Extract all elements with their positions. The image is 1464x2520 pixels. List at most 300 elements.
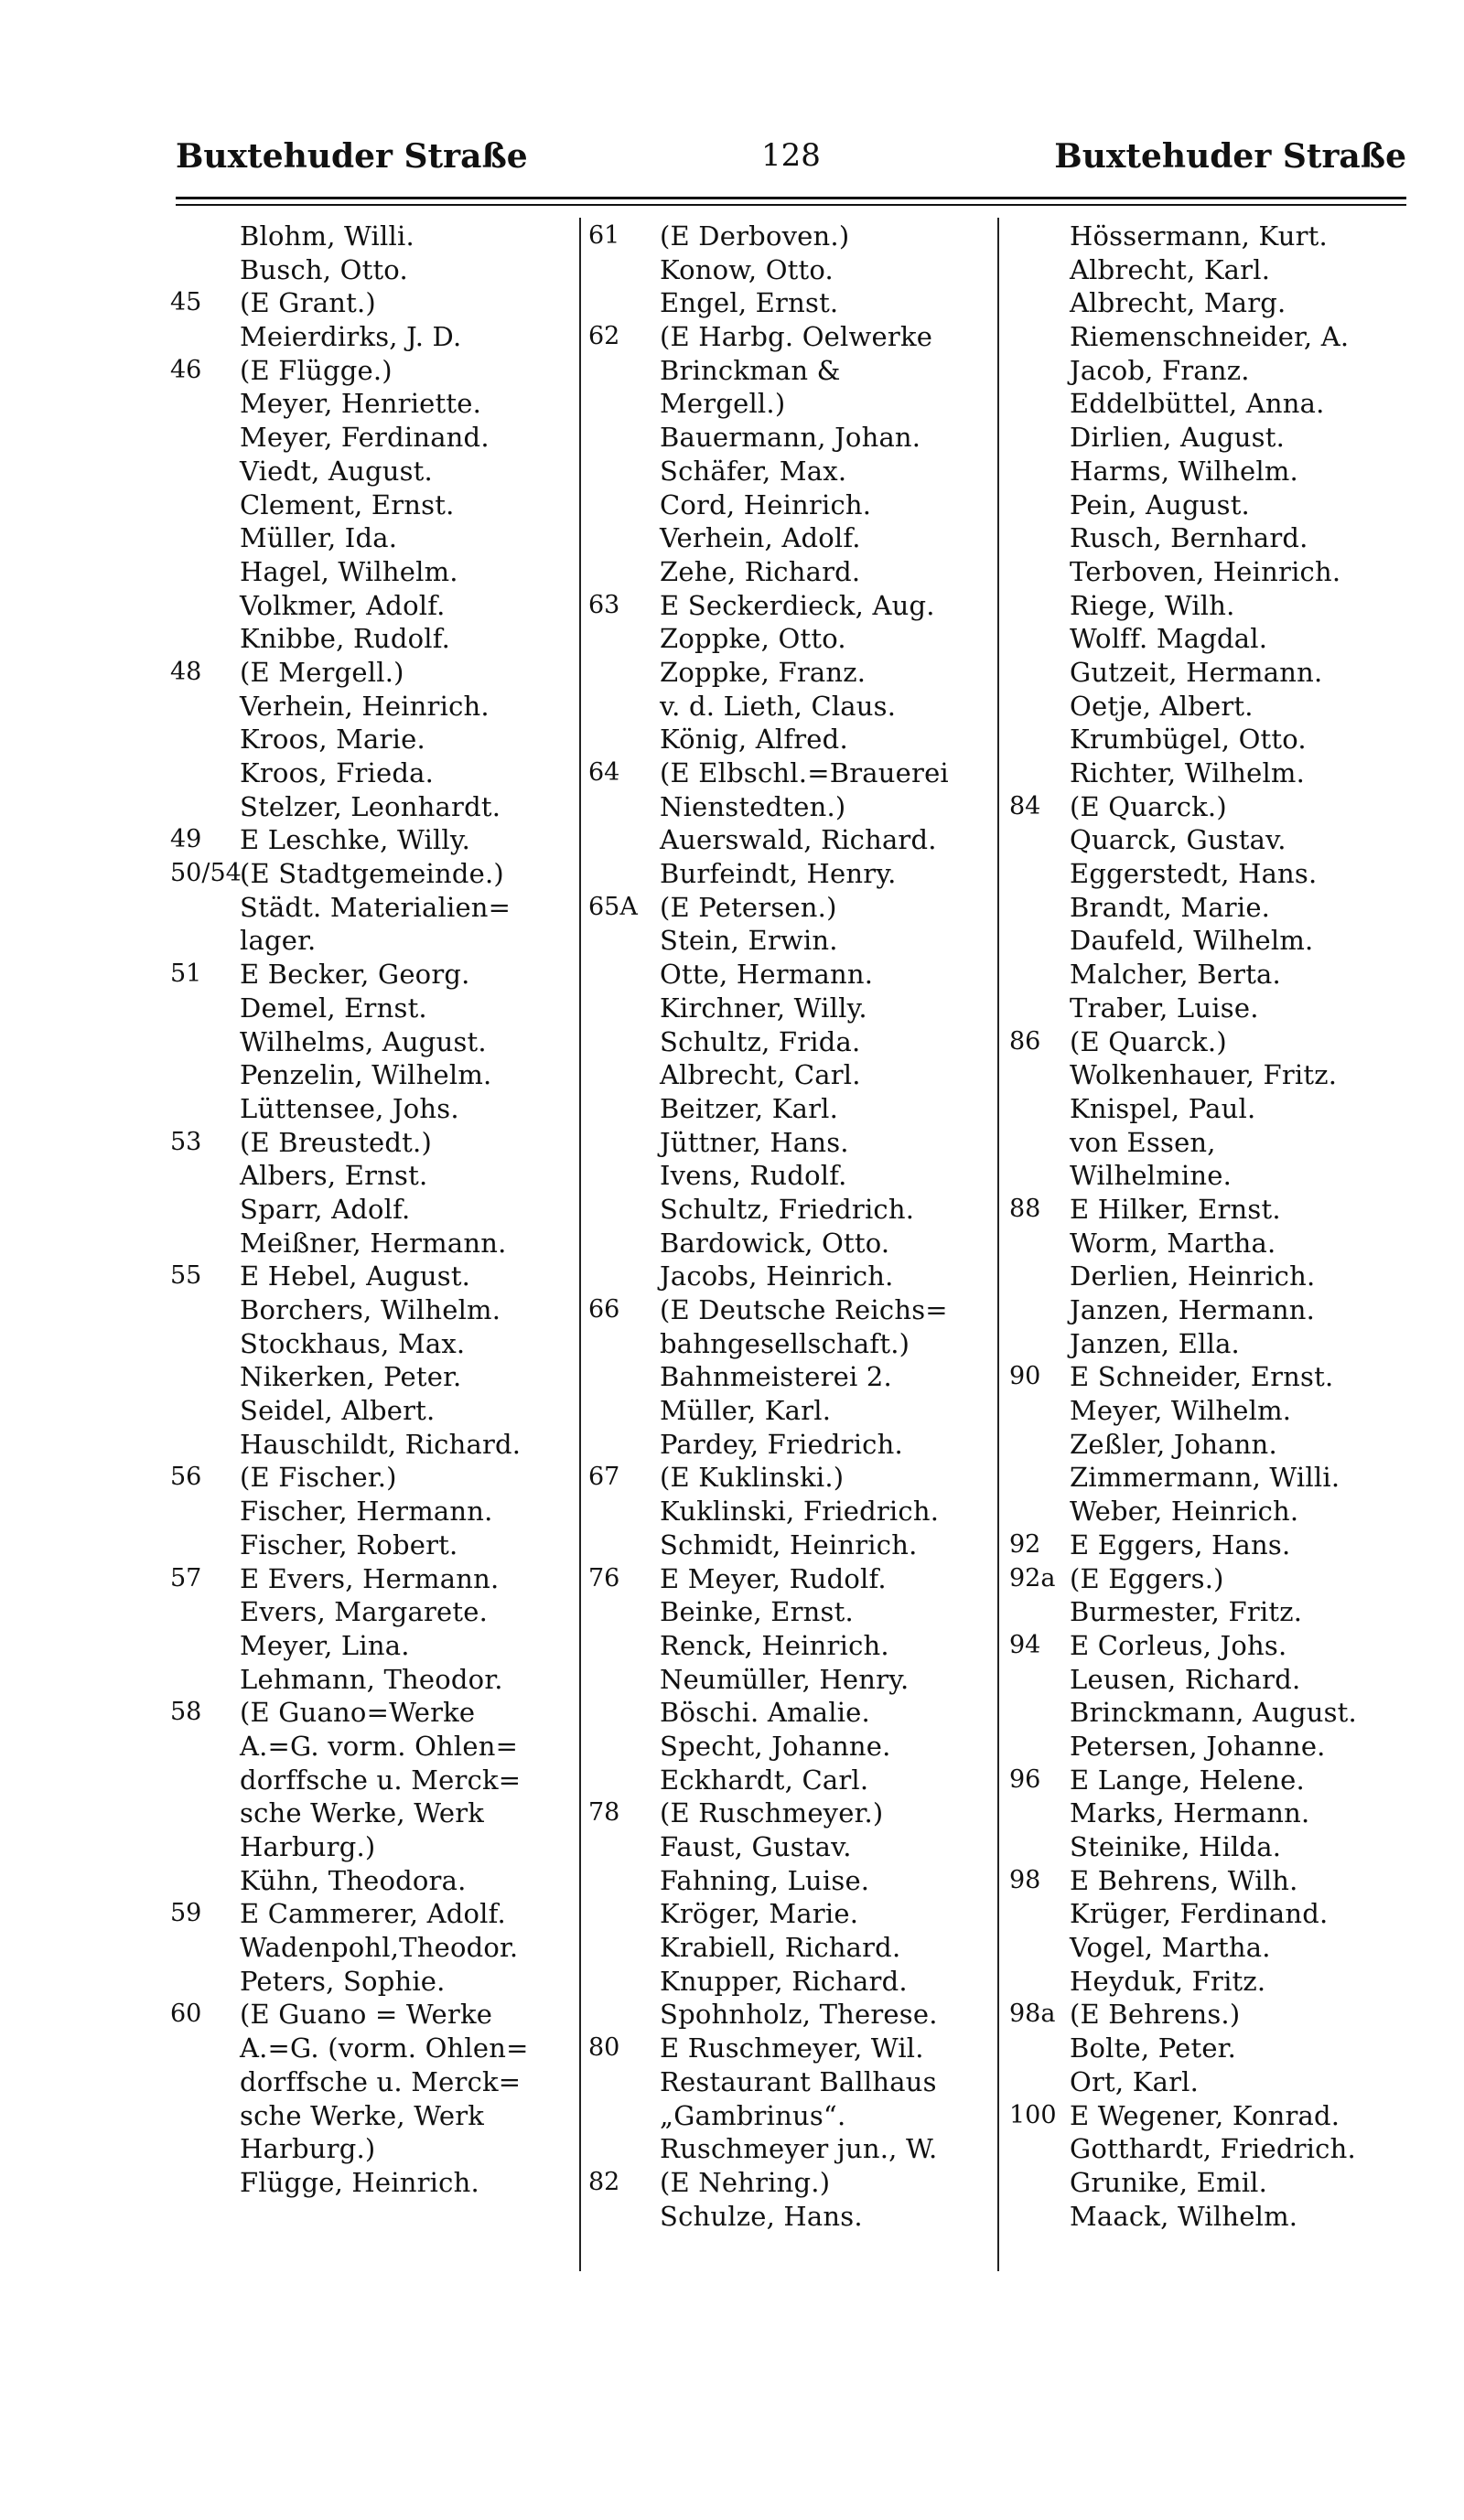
resident-name: E Ruschmeyer, Wil. [660, 2032, 924, 2064]
resident-name: Lüttensee, Johs. [240, 1092, 459, 1124]
directory-entry [588, 1394, 1000, 1428]
resident-name: Specht, Johanne. [660, 1730, 891, 1762]
resident-name: Kuklinski, Friedrich. [660, 1496, 940, 1528]
directory-entry [588, 1025, 1000, 1059]
resident-name: Wolff. Magdal. [1070, 623, 1268, 655]
directory-entry [588, 1629, 1000, 1663]
directory-entry [588, 589, 1000, 623]
resident-name: Brandt, Marie. [1070, 891, 1271, 923]
directory-entry [588, 1595, 1000, 1629]
directory-entry [588, 1058, 1000, 1092]
resident-name: Penzelin, Wilhelm. [240, 1059, 492, 1091]
resident-name: Ort, Karl. [1070, 2065, 1200, 2097]
directory-entry [588, 286, 1000, 320]
directory-column-1 [170, 220, 577, 2200]
directory-entry [588, 387, 1000, 421]
directory-entry [1009, 1394, 1416, 1428]
directory-entry [1009, 992, 1416, 1025]
directory-entry [170, 1260, 577, 1293]
house-number: 76 [588, 1563, 620, 1592]
directory-entry [588, 1897, 1000, 1931]
directory-entry [588, 1764, 1000, 1797]
resident-name: E Hebel, August. [240, 1260, 471, 1292]
directory-entry [170, 1796, 577, 1830]
directory-entry [1009, 1830, 1416, 1864]
directory-entry [170, 992, 577, 1025]
resident-name: Bardowick, Otto. [660, 1227, 890, 1259]
directory-entry [588, 2065, 1000, 2099]
house-number: 98 [1009, 1865, 1041, 1894]
directory-entry [588, 1227, 1000, 1260]
house-number: 53 [170, 1127, 202, 1156]
resident-name: Verhein, Heinrich. [240, 690, 490, 722]
directory-entry [1009, 1428, 1416, 1462]
house-number: 55 [170, 1261, 202, 1291]
house-number: 56 [170, 1463, 202, 1492]
resident-name: Zoppke, Franz. [660, 656, 867, 688]
resident-name: Worm, Martha. [1070, 1227, 1276, 1259]
resident-name: Malcher, Berta. [1070, 959, 1281, 991]
directory-entry [1009, 723, 1416, 756]
directory-entry [170, 1730, 577, 1764]
running-title-right: Buxtehuder Straße [1054, 137, 1406, 176]
resident-name: Verhein, Adolf. [660, 522, 861, 554]
resident-name: (E Petersen.) [660, 891, 837, 923]
resident-name: Brinckman & [660, 354, 841, 386]
resident-name: Faust, Gustav. [660, 1831, 852, 1862]
house-number: 50/54 [170, 859, 242, 888]
resident-name: Harms, Wilhelm. [1070, 455, 1298, 487]
directory-entry [588, 790, 1000, 824]
directory-entry [170, 387, 577, 421]
directory-entry [1009, 1360, 1416, 1394]
directory-entry [170, 1931, 577, 1965]
house-number: 58 [170, 1698, 202, 1727]
directory-entry [170, 1293, 577, 1327]
directory-entry [170, 2065, 577, 2099]
directory-entry [170, 1394, 577, 1428]
resident-name: Meyer, Lina. [240, 1629, 410, 1661]
directory-entry [1009, 690, 1416, 724]
directory-entry [170, 891, 577, 925]
directory-entry [1009, 1092, 1416, 1126]
resident-name: E Leschke, Willy. [240, 824, 471, 856]
house-number: 98a [1009, 2000, 1056, 2029]
resident-name: (E Breustedt.) [240, 1126, 432, 1158]
directory-entry [170, 1897, 577, 1931]
resident-name: Kroos, Marie. [240, 724, 425, 756]
directory-entry [170, 555, 577, 589]
directory-entry [170, 790, 577, 824]
resident-name: Brinckmann, August. [1070, 1697, 1357, 1729]
directory-entry [588, 1998, 1000, 2032]
directory-entry [170, 1159, 577, 1193]
directory-column-3 [1009, 220, 1416, 2233]
directory-entry [588, 2132, 1000, 2166]
directory-entry [170, 1495, 577, 1528]
directory-entry [588, 1193, 1000, 1227]
directory-entry [1009, 1864, 1416, 1898]
resident-name: Bahnmeisterei 2. [660, 1361, 892, 1393]
resident-name: Eckhardt, Carl. [660, 1764, 869, 1796]
directory-entry [1009, 253, 1416, 287]
resident-name: dorffsche u. Merck= [240, 2065, 522, 2097]
resident-name: Ivens, Rudolf. [660, 1160, 847, 1192]
resident-name: E Wegener, Konrad. [1070, 2099, 1340, 2131]
resident-name: E Becker, Georg. [240, 959, 470, 991]
directory-entry [1009, 488, 1416, 522]
resident-name: „Gambrinus“. [660, 2099, 846, 2131]
resident-name: von Essen, [1070, 1126, 1216, 1158]
directory-entry [588, 2200, 1000, 2234]
directory-entry [588, 1796, 1000, 1830]
resident-name: Bolte, Peter. [1070, 2032, 1236, 2064]
directory-entry [588, 320, 1000, 354]
directory-entry [588, 1965, 1000, 1999]
directory-entry [1009, 2166, 1416, 2200]
resident-name: Oetje, Albert. [1070, 690, 1254, 722]
resident-name: Jacobs, Heinrich. [660, 1260, 894, 1292]
house-number: 88 [1009, 1194, 1041, 1223]
directory-entry [1009, 891, 1416, 925]
directory-entry [1009, 958, 1416, 992]
resident-name: Richter, Wilhelm. [1070, 757, 1306, 788]
directory-entry [1009, 521, 1416, 555]
directory-column-2 [588, 220, 1000, 2233]
directory-entry [588, 622, 1000, 656]
directory-entry [170, 1227, 577, 1260]
resident-name: Renck, Heinrich. [660, 1629, 889, 1661]
resident-name: Evers, Margarete. [240, 1596, 489, 1628]
resident-name: Burfeindt, Henry. [660, 858, 897, 890]
directory-entry [1009, 1528, 1416, 1562]
resident-name: sche Werke, Werk [240, 2099, 485, 2131]
resident-name: Zehe, Richard. [660, 555, 861, 587]
directory-entry [1009, 421, 1416, 455]
resident-name: Volkmer, Adolf. [240, 589, 446, 621]
resident-name: Albrecht, Carl. [660, 1059, 861, 1091]
directory-entry [1009, 2200, 1416, 2234]
resident-name: Fischer, Hermann. [240, 1496, 493, 1528]
directory-entry [170, 1025, 577, 1059]
resident-name: Restaurant Ballhaus [660, 2065, 937, 2097]
directory-entry [1009, 286, 1416, 320]
resident-name: Harburg.) [240, 1831, 376, 1862]
directory-entry [170, 2166, 577, 2200]
directory-entry [170, 823, 577, 857]
resident-name: Marks, Hermann. [1070, 1797, 1310, 1829]
directory-entry [588, 1562, 1000, 1596]
directory-entry [170, 1327, 577, 1361]
directory-entry [588, 1327, 1000, 1361]
directory-entry [1009, 320, 1416, 354]
resident-name: (E Grant.) [240, 287, 376, 319]
resident-name: Clement, Ernst. [240, 488, 455, 520]
resident-name: Fahning, Luise. [660, 1864, 870, 1896]
directory-entry [588, 1126, 1000, 1160]
directory-entry [170, 589, 577, 623]
directory-entry [170, 2032, 577, 2065]
directory-entry [170, 857, 577, 891]
directory-entry [588, 823, 1000, 857]
directory-entry [1009, 1663, 1416, 1697]
directory-entry [588, 1092, 1000, 1126]
resident-name: E Cammerer, Adolf. [240, 1898, 506, 1930]
directory-entry [588, 958, 1000, 992]
directory-entry [588, 488, 1000, 522]
resident-name: (E Eggers.) [1070, 1562, 1224, 1594]
directory-entry [1009, 1595, 1416, 1629]
resident-name: Nienstedten.) [660, 790, 846, 822]
house-number: 46 [170, 355, 202, 384]
resident-name: (E Quarck.) [1070, 1025, 1227, 1057]
directory-entry [170, 924, 577, 958]
resident-name: Weber, Heinrich. [1070, 1496, 1299, 1528]
directory-entry [1009, 1897, 1416, 1931]
resident-name: lager. [240, 925, 317, 957]
resident-name: Lehmann, Theodor. [240, 1663, 503, 1695]
directory-entry [170, 421, 577, 455]
directory-entry [170, 1965, 577, 1999]
directory-entry [1009, 1696, 1416, 1730]
directory-entry [1009, 2032, 1416, 2065]
resident-name: Maack, Wilhelm. [1070, 2200, 1298, 2232]
resident-name: Jacob, Franz. [1070, 354, 1250, 386]
directory-entry [1009, 1764, 1416, 1797]
resident-name: Kirchner, Willy. [660, 992, 867, 1024]
resident-name: Knupper, Richard. [660, 1965, 908, 1997]
resident-name: (E Fischer.) [240, 1462, 397, 1494]
resident-name: Schultz, Friedrich. [660, 1193, 915, 1225]
resident-name: Spohnholz, Therese. [660, 1999, 938, 2031]
resident-name: Kühn, Theodora. [240, 1864, 467, 1896]
resident-name: Daufeld, Wilhelm. [1070, 925, 1314, 957]
resident-name: sche Werke, Werk [240, 1797, 485, 1829]
house-number: 78 [588, 1798, 620, 1828]
resident-name: Mergell.) [660, 388, 786, 420]
resident-name: Borchers, Wilhelm. [240, 1294, 501, 1325]
resident-name: (E Kuklinski.) [660, 1462, 845, 1494]
house-number: 92 [1009, 1529, 1041, 1559]
directory-entry [588, 1830, 1000, 1864]
directory-entry [170, 1998, 577, 2032]
directory-entry [170, 1461, 577, 1495]
resident-name: A.=G. vorm. Ohlen= [240, 1730, 519, 1762]
resident-name: Stein, Erwin. [660, 925, 838, 957]
resident-name: Zimmermann, Willi. [1070, 1462, 1340, 1494]
resident-name: Wolkenhauer, Fritz. [1070, 1059, 1338, 1091]
directory-entry [170, 455, 577, 488]
directory-entry [170, 1830, 577, 1864]
resident-name: Krabiell, Richard. [660, 1932, 901, 1964]
directory-entry [588, 220, 1000, 253]
house-number: 63 [588, 590, 620, 619]
resident-name: Hagel, Wilhelm. [240, 555, 458, 587]
resident-name: Albrecht, Karl. [1070, 253, 1271, 285]
resident-name: Schäfer, Max. [660, 455, 847, 487]
directory-entry [1009, 555, 1416, 589]
directory-entry [170, 1595, 577, 1629]
resident-name: Schmidt, Heinrich. [660, 1528, 918, 1560]
directory-entry [588, 992, 1000, 1025]
resident-name: Auerswald, Richard. [660, 824, 937, 856]
directory-entry [170, 1126, 577, 1160]
directory-entry [170, 1764, 577, 1797]
resident-name: Pardey, Friedrich. [660, 1428, 903, 1460]
house-number: 96 [1009, 1764, 1041, 1794]
resident-name: Zoppke, Otto. [660, 623, 846, 655]
directory-entry [170, 521, 577, 555]
directory-entry [588, 2032, 1000, 2065]
resident-name: Otte, Hermann. [660, 959, 874, 991]
directory-entry [1009, 1461, 1416, 1495]
house-number: 80 [588, 2033, 620, 2063]
directory-entry [588, 555, 1000, 589]
resident-name: Burmester, Fritz. [1070, 1596, 1303, 1628]
resident-name: König, Alfred. [660, 724, 848, 756]
resident-name: A.=G. (vorm. Ohlen= [240, 2032, 529, 2064]
directory-entry [170, 958, 577, 992]
directory-entry [588, 2099, 1000, 2133]
directory-entry [1009, 1193, 1416, 1227]
resident-name: Meierdirks, J. D. [240, 321, 462, 353]
directory-entry [1009, 455, 1416, 488]
column-divider-1 [579, 218, 581, 2271]
resident-name: Gutzeit, Hermann. [1070, 656, 1323, 688]
resident-name: Vogel, Martha. [1070, 1932, 1271, 1964]
directory-entry [1009, 656, 1416, 690]
directory-entry [588, 455, 1000, 488]
house-number: 82 [588, 2167, 620, 2196]
directory-entry [170, 656, 577, 690]
directory-entry [170, 488, 577, 522]
resident-name: Busch, Otto. [240, 253, 408, 285]
running-title-left: Buxtehuder Straße [176, 137, 528, 176]
resident-name: Wilhelmine. [1070, 1160, 1232, 1192]
directory-entry [1009, 1931, 1416, 1965]
directory-entry [588, 1428, 1000, 1462]
resident-name: Traber, Luise. [1070, 992, 1259, 1024]
directory-entry [1009, 1796, 1416, 1830]
page-header [176, 137, 1406, 192]
directory-entry [1009, 589, 1416, 623]
directory-entry [170, 1562, 577, 1596]
directory-entry [1009, 220, 1416, 253]
resident-name: Grunike, Emil. [1070, 2166, 1268, 2198]
directory-entry [1009, 1260, 1416, 1293]
header-rule-thick [176, 197, 1406, 199]
resident-name: Albers, Ernst. [240, 1160, 428, 1192]
resident-name: Janzen, Ella. [1070, 1327, 1240, 1359]
resident-name: Städt. Materialien= [240, 891, 511, 923]
directory-entry [1009, 1965, 1416, 1999]
resident-name: (E Stadtgemeinde.) [240, 858, 504, 890]
resident-name: Rusch, Bernhard. [1070, 522, 1308, 554]
house-number: 64 [588, 758, 620, 787]
directory-entry [588, 1293, 1000, 1327]
directory-entry [170, 1528, 577, 1562]
resident-name: v. d. Lieth, Claus. [660, 690, 897, 722]
resident-name: Müller, Karl. [660, 1395, 832, 1427]
resident-name: Viedt, August. [240, 455, 433, 487]
directory-entry [588, 690, 1000, 724]
directory-entry [170, 354, 577, 388]
directory-entry [1009, 1730, 1416, 1764]
directory-entry [588, 521, 1000, 555]
directory-entry [588, 1931, 1000, 1965]
directory-entry [170, 622, 577, 656]
header-rule-thin [176, 204, 1406, 206]
resident-name: Meyer, Henriette. [240, 388, 482, 420]
directory-entry [588, 1663, 1000, 1697]
directory-entry [588, 891, 1000, 925]
resident-name: Eddelbüttel, Anna. [1070, 388, 1325, 420]
resident-name: Pein, August. [1070, 488, 1250, 520]
directory-entry [588, 756, 1000, 790]
resident-name: Beinke, Ernst. [660, 1596, 854, 1628]
resident-name: E Schneider, Ernst. [1070, 1361, 1334, 1393]
directory-entry [1009, 1998, 1416, 2032]
directory-entry [1009, 2065, 1416, 2099]
directory-entry [170, 756, 577, 790]
resident-name: Meyer, Wilhelm. [1070, 1395, 1292, 1427]
resident-name: Krüger, Ferdinand. [1070, 1898, 1329, 1930]
resident-name: E Hilker, Ernst. [1070, 1193, 1281, 1225]
resident-name: E Lange, Helene. [1070, 1764, 1305, 1796]
resident-name: Schulze, Hans. [660, 2200, 863, 2232]
resident-name: (E Behrens.) [1070, 1999, 1241, 2031]
resident-name: Stelzer, Leonhardt. [240, 790, 501, 822]
resident-name: Demel, Ernst. [240, 992, 427, 1024]
resident-name: E Corleus, Johs. [1070, 1629, 1287, 1661]
directory-entry [170, 286, 577, 320]
resident-name: Janzen, Hermann. [1070, 1294, 1316, 1325]
directory-entry [588, 253, 1000, 287]
directory-entry [170, 1864, 577, 1898]
directory-entry [170, 2132, 577, 2166]
resident-name: Petersen, Johanne. [1070, 1730, 1326, 1762]
directory-entry [588, 2166, 1000, 2200]
resident-name: Leusen, Richard. [1070, 1663, 1301, 1695]
resident-name: Eggerstedt, Hans. [1070, 858, 1318, 890]
resident-name: Cord, Heinrich. [660, 488, 872, 520]
resident-name: (E Nehring.) [660, 2166, 831, 2198]
resident-name: Hauschildt, Richard. [240, 1428, 522, 1460]
house-number: 59 [170, 1899, 202, 1928]
resident-name: Hössermann, Kurt. [1070, 220, 1328, 252]
resident-name: Terboven, Heinrich. [1070, 555, 1341, 587]
directory-entry [1009, 1126, 1416, 1160]
resident-name: Derlien, Heinrich. [1070, 1260, 1316, 1292]
resident-name: Ruschmeyer jun., W. [660, 2133, 938, 2165]
resident-name: E Seckerdieck, Aug. [660, 589, 935, 621]
house-number: 94 [1009, 1630, 1041, 1659]
directory-entry [1009, 1495, 1416, 1528]
house-number: 65A [588, 892, 638, 921]
directory-entry [588, 857, 1000, 891]
resident-name: Wadenpohl,Theodor. [240, 1932, 519, 1964]
resident-name: (E Derboven.) [660, 220, 850, 252]
house-number: 66 [588, 1295, 620, 1324]
resident-name: Jüttner, Hans. [660, 1126, 849, 1158]
house-number: 67 [588, 1463, 620, 1492]
directory-entry [588, 1730, 1000, 1764]
directory-entry [1009, 1025, 1416, 1059]
directory-entry [1009, 2099, 1416, 2133]
directory-entry [170, 1629, 577, 1663]
house-number: 51 [170, 960, 202, 989]
house-number: 84 [1009, 791, 1041, 820]
